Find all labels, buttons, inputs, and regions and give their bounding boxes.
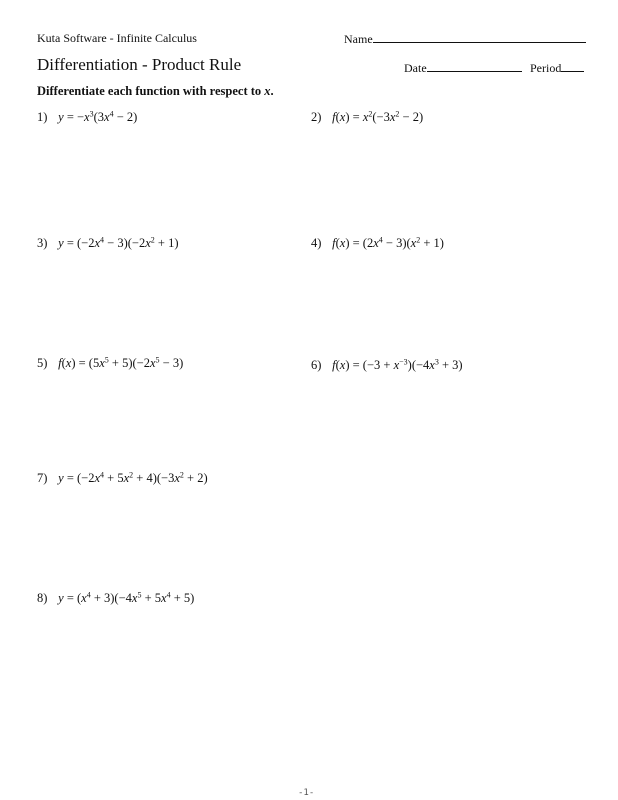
date-blank[interactable] [427,60,522,72]
problem-number: 7) [37,471,48,485]
period-blank[interactable] [561,60,584,72]
instructions [37,84,274,99]
name-field[interactable] [344,31,586,47]
period-field[interactable] [530,60,584,76]
problem-3 [37,236,178,251]
problem-number: 8) [37,591,48,605]
problem-equation: $y = (-2x^4 + 5x^2 + 4)(-3x^2 + 2)$ [58,470,208,485]
problem-2 [311,110,423,125]
period-label: Period [530,61,562,75]
instructions-variable: x [264,84,271,98]
problem-number: 5) [37,356,48,370]
problem-number: 2) [311,110,322,124]
problem-equation: $f(x) = (2x^4 - 3)(x^2 + 1)$ [332,235,444,250]
problem-number: 3) [37,236,48,250]
problem-8 [37,591,194,606]
problem-7 [37,471,208,486]
software-label: Kuta Software - Infinite Calculus [37,31,197,45]
problem-equation: $f(x) = (-3 + x^{-3})(-4x^3 + 3)$ [332,357,463,372]
worksheet-title: Differentiation - Product Rule [37,55,242,74]
problem-4 [311,236,444,251]
problem-number: 4) [311,236,322,250]
page-number: -1- [298,788,315,798]
problem-6 [311,358,463,373]
problem-number: 1) [37,110,48,124]
date-field[interactable] [404,60,522,76]
problem-equation: $y = -x^3(3x^4 - 2)$ [58,109,138,124]
date-label: Date [404,61,427,75]
problem-1 [37,110,137,125]
problem-equation: $y = (x^4 + 3)(-4x^5 + 5x^4 + 5)$ [58,590,195,605]
problem-equation: $f(x) = x^2(-3x^2 - 2)$ [332,109,424,124]
instructions-end: . [270,84,274,98]
problem-equation: $f(x) = (5x^5 + 5)(-2x^5 - 3)$ [58,355,184,370]
problem-equation: $y = (-2x^4 - 3)(-2x^2 + 1)$ [58,235,179,250]
name-label: Name [344,32,373,46]
problem-number: 6) [311,358,322,372]
problem-5 [37,356,183,371]
name-blank[interactable] [373,31,586,43]
instructions-text: Differentiate each function with respect to [37,84,265,98]
